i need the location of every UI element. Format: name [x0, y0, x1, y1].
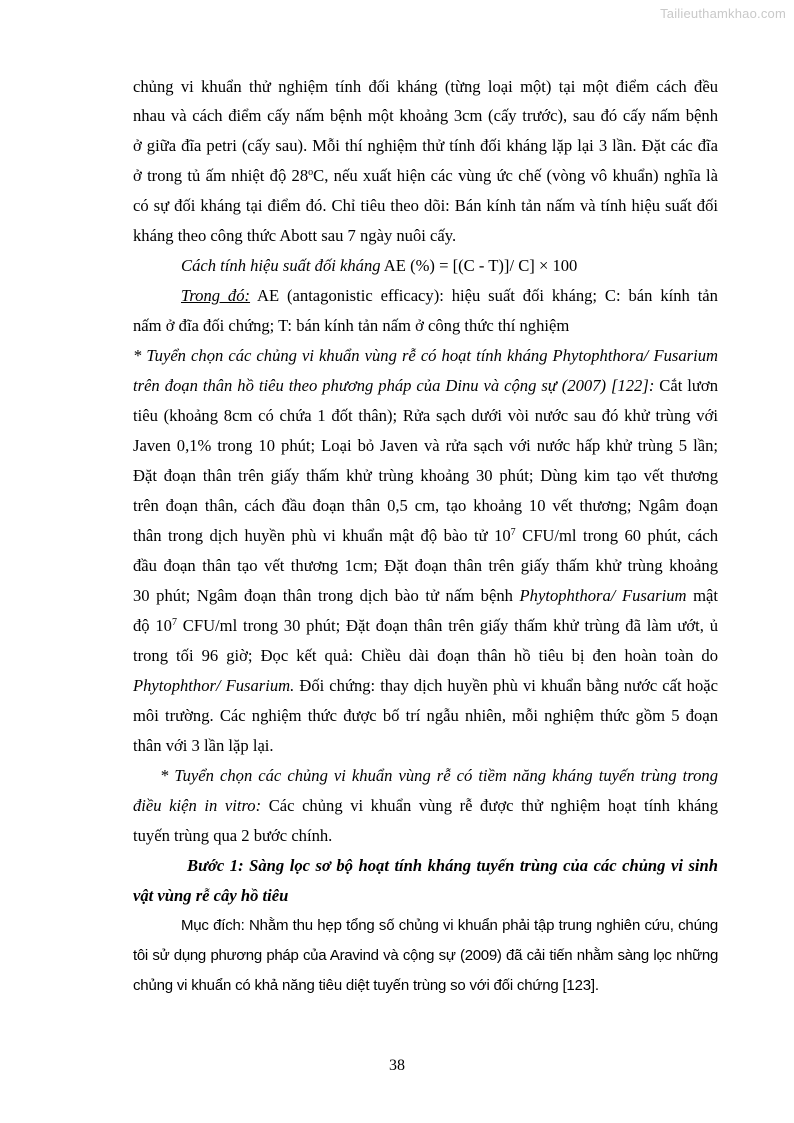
step-heading: vật vùng rễ cây hồ tiêu	[133, 886, 289, 905]
paragraph-line: tuyến trùng qua 2 bước chính.	[133, 826, 333, 845]
paragraph-line: 30 phút; Ngâm đoạn thân trong dịch bào tử nấm bệnh Phytophthora/ Fusarium mật	[133, 586, 719, 605]
where-line: Trong đó: AE (antagonistic efficacy): hiệu suất đối kháng; C: bán kính tản	[181, 286, 718, 305]
paragraph-line: kháng theo công thức Abott sau 7 ngày nuôi cấy.	[133, 226, 457, 245]
paragraph-line: Đặt đoạn thân trên giấy thấm khử trùng khoảng 30 phút; Dùng kim tạo vết thương	[133, 466, 718, 485]
paragraph-line: trên đoạn thân, cách đầu đoạn thân 0,5 cm, tạo khoảng 10 vết thương; Ngâm đoạn	[133, 496, 718, 515]
paragraph-line: đầu đoạn thân tạo vết thương 1cm; Đặt đoạn thân trên giấy thấm khử trùng khoảng	[133, 556, 718, 575]
paragraph-line: trong tối 96 giờ; Đọc kết quả: Chiều dài đoạn thân hồ tiêu bị đen hoàn toàn do	[133, 646, 718, 665]
paragraph-line: Phytophthor/ Fusarium. Đối chứng: thay dịch huyền phù vi khuẩn bằng nước cất hoặc	[133, 676, 718, 695]
paragraph-line: Javen 0,1% trong 10 phút; Loại bỏ Javen và rửa sạch với nước hấp khử trùng 5 lần;	[133, 436, 718, 455]
paragraph-line: ở giữa đĩa petri (cấy sau). Mỗi thí nghiệm thử tính đối kháng lặp lại 3 lần. Đặt các đĩa	[133, 136, 718, 155]
section-heading: * Tuyển chọn các chủng vi khuẩn vùng rễ có hoạt tính kháng Phytophthora/ Fusarium	[133, 346, 718, 365]
paragraph-line: tiêu (khoảng 8cm có chứa 1 đốt thân); Rửa sạch dưới vòi nước sau đó khử trùng với	[133, 406, 718, 425]
paragraph-line: Mục đích: Nhằm thu hẹp tổng số chủng vi khuẩn phải tập trung nghiên cứu, chúng	[181, 917, 718, 934]
paragraph-line: chủng vi khuẩn thử nghiệm tính đối kháng (từng loại một) tại một điểm cách đều	[133, 77, 718, 96]
paragraph-line: nhau và cách điểm cấy nấm bệnh một khoảng 3cm (cấy trước), sau đó cấy nấm bệnh	[133, 106, 718, 125]
watermark: Tailieuthamkhao.com	[660, 6, 786, 21]
step-heading: Bước 1: Sàng lọc sơ bộ hoạt tính kháng tuyến trùng của các chủng vi sinh	[187, 856, 718, 875]
paragraph-line: thân với 3 lần lặp lại.	[133, 736, 274, 755]
section-heading: trên đoạn thân hồ tiêu theo phương pháp của Dinu và cộng sự (2007) [122]: Cắt lươn	[133, 376, 718, 395]
where-line: nấm ở đĩa đối chứng; T: bán kính tản nấm ở công thức thí nghiệm	[133, 316, 570, 335]
page-number: 38	[389, 1057, 405, 1074]
paragraph-line: môi trường. Các nghiệm thức được bố trí ngẫu nhiên, mỗi nghiệm thức gồm 5 đoạn	[133, 706, 718, 725]
section-heading: * Tuyển chọn các chủng vi khuẩn vùng rễ có tiềm năng kháng tuyến trùng trong	[160, 766, 718, 785]
section-heading: điều kiện in vitro: Các chủng vi khuẩn vùng rễ được thử nghiệm hoạt tính kháng	[133, 796, 718, 815]
paragraph-line: độ $10^7$ CFU/ml trong 30 phút; Đặt đoạn thân trên giấy thấm khử trùng đã làm ướt, ủ	[133, 616, 719, 635]
paragraph-line: thân trong dịch huyền phù vi khuẩn mật độ bào tử $10^7$ CFU/ml trong 60 phút, cách	[133, 526, 718, 545]
paragraph-line: có sự đối kháng tại điểm đó. Chỉ tiêu theo dõi: Bán kính tản nấm và tính hiệu suất đối	[133, 196, 718, 215]
paragraph-line: chủng vi khuẩn có khả năng tiêu diệt tuyến trùng so với đối chứng [123].	[133, 977, 599, 994]
paragraph-line: tôi sử dụng phương pháp của Aravind và cộng sự (2009) đã cải tiến nhằm sàng lọc những	[133, 947, 718, 964]
formula-line: Cách tính hiệu suất đối kháng AE (%) = [(C - T)]/ C] × 100	[181, 256, 578, 275]
paragraph-line: ở trong tủ ấm nhiệt độ 28$^o$C, nếu xuất hiện các vùng ức chế (vòng vô khuẩn) nghĩa là	[133, 166, 718, 185]
